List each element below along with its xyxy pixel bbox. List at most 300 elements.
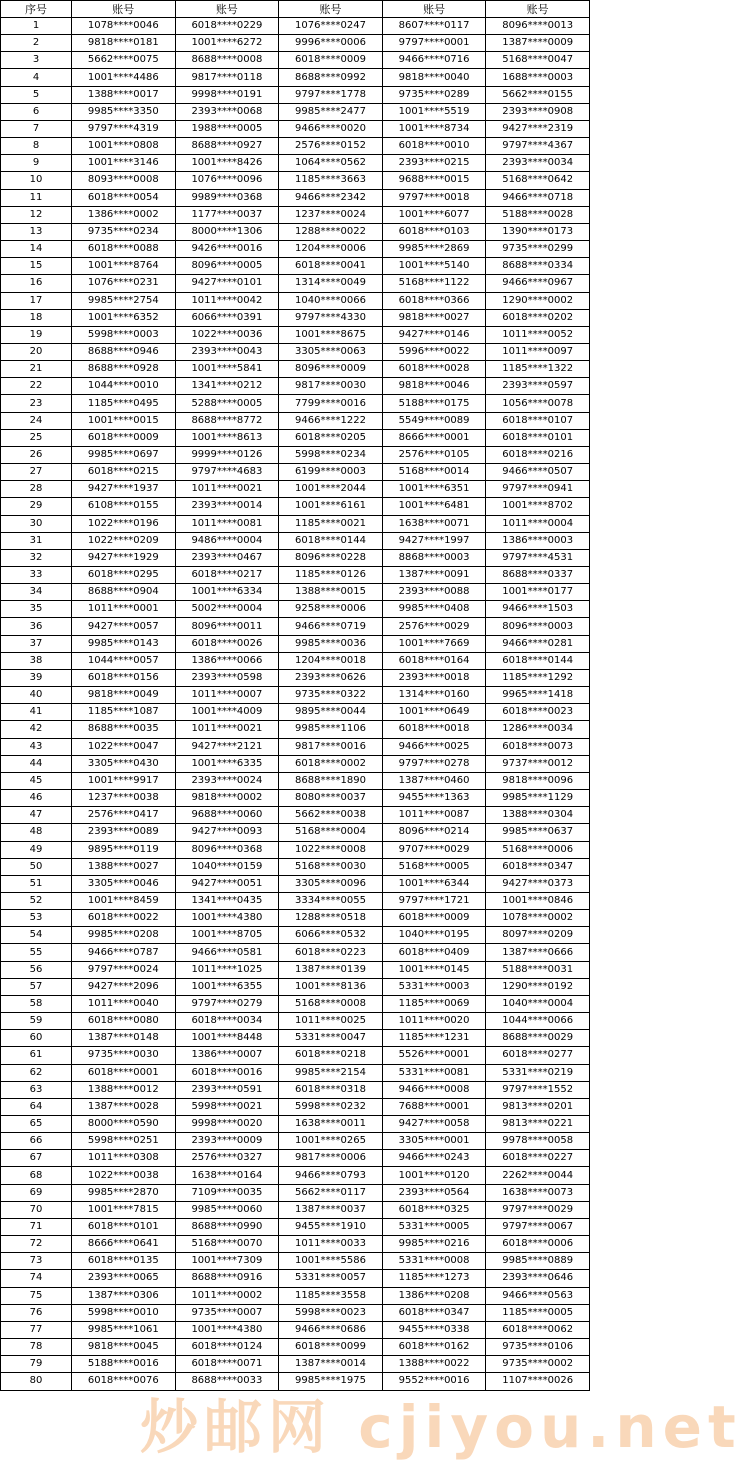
- account-cell: 9989****0368: [175, 189, 279, 206]
- account-cell: 1185****0126: [279, 567, 383, 584]
- account-cell: 8688****0927: [175, 138, 279, 155]
- row-index-cell: 48: [1, 824, 72, 841]
- account-cell: 6018****0223: [279, 944, 383, 961]
- table-row: [1, 326, 590, 343]
- account-cell: 8093****0008: [72, 172, 176, 189]
- row-index-cell: 32: [1, 549, 72, 566]
- row-index-cell: 58: [1, 995, 72, 1012]
- account-cell: 1011****0042: [175, 292, 279, 309]
- account-cell: 2393****0024: [175, 772, 279, 789]
- account-cell: 9797****0067: [486, 1218, 590, 1235]
- account-cell: 1001****7669: [382, 635, 486, 652]
- row-index-cell: 76: [1, 1304, 72, 1321]
- row-index-cell: 59: [1, 1013, 72, 1030]
- account-cell: 1388****0304: [486, 807, 590, 824]
- account-cell: 1001****6334: [175, 584, 279, 601]
- account-cell: 5998****0234: [279, 446, 383, 463]
- table-row: [1, 978, 590, 995]
- account-cell: 6018****0041: [279, 258, 383, 275]
- account-cell: 1001****5586: [279, 1253, 383, 1270]
- row-index-cell: 24: [1, 412, 72, 429]
- account-cell: 6018****0162: [382, 1339, 486, 1356]
- row-index-cell: 66: [1, 1133, 72, 1150]
- account-cell: 6018****0018: [382, 721, 486, 738]
- account-cell: 9817****0030: [279, 378, 383, 395]
- account-cell: 1001****0265: [279, 1133, 383, 1150]
- account-cell: 9466****0686: [279, 1321, 383, 1338]
- row-index-cell: 29: [1, 498, 72, 515]
- table-row: [1, 429, 590, 446]
- account-cell: 9737****0012: [486, 755, 590, 772]
- table-row: [1, 275, 590, 292]
- account-cell: 9817****0118: [175, 69, 279, 86]
- row-index-cell: 7: [1, 120, 72, 137]
- row-index-cell: 35: [1, 601, 72, 618]
- account-cell: 2262****0044: [486, 1167, 590, 1184]
- account-cell: 9688****0015: [382, 172, 486, 189]
- row-index-cell: 78: [1, 1339, 72, 1356]
- account-cell: 1001****7309: [175, 1253, 279, 1270]
- account-cell: 8688****0337: [486, 567, 590, 584]
- account-cell: 8096****0214: [382, 824, 486, 841]
- account-cell: 6018****0218: [279, 1047, 383, 1064]
- account-cell: 1185****1087: [72, 704, 176, 721]
- row-index-cell: 49: [1, 841, 72, 858]
- account-cell: 8688****0916: [175, 1270, 279, 1287]
- account-cell: 1001****6344: [382, 875, 486, 892]
- account-cell: 1001****7815: [72, 1201, 176, 1218]
- account-cell: 6018****0295: [72, 567, 176, 584]
- account-cell: 1387****0139: [279, 961, 383, 978]
- account-cell: 5168****0642: [486, 172, 590, 189]
- account-cell: 5998****0003: [72, 326, 176, 343]
- account-cell: 6066****0391: [175, 309, 279, 326]
- account-cell: 1011****0021: [175, 721, 279, 738]
- table-row: [1, 618, 590, 635]
- row-index-cell: 16: [1, 275, 72, 292]
- account-cell: 1185****1273: [382, 1270, 486, 1287]
- account-cell: 9466****0793: [279, 1167, 383, 1184]
- account-cell: 2393****0089: [72, 824, 176, 841]
- account-cell: 3305****0096: [279, 875, 383, 892]
- account-cell: 1064****0562: [279, 155, 383, 172]
- account-cell: 8000****0590: [72, 1116, 176, 1133]
- account-cell: 9985****2754: [72, 292, 176, 309]
- account-cell: 5662****0038: [279, 807, 383, 824]
- table-row: [1, 1081, 590, 1098]
- account-cell: 1011****0033: [279, 1236, 383, 1253]
- row-index-cell: 21: [1, 361, 72, 378]
- row-index-cell: 13: [1, 223, 72, 240]
- row-index-cell: 74: [1, 1270, 72, 1287]
- account-cell: 1387****0148: [72, 1030, 176, 1047]
- table-row: [1, 481, 590, 498]
- account-cell: 1988****0005: [175, 120, 279, 137]
- account-cell: 2393****0597: [486, 378, 590, 395]
- account-cell: 1011****0004: [486, 515, 590, 532]
- table-row: [1, 755, 590, 772]
- account-cell: 9735****0106: [486, 1339, 590, 1356]
- account-cell: 1001****0177: [486, 584, 590, 601]
- account-cell: 2576****0029: [382, 618, 486, 635]
- row-index-cell: 47: [1, 807, 72, 824]
- account-cell: 9797****4319: [72, 120, 176, 137]
- table-row: [1, 1218, 590, 1235]
- row-index-cell: 39: [1, 669, 72, 686]
- account-cell: 9466****0507: [486, 464, 590, 481]
- header-account: 账号: [279, 1, 383, 18]
- account-cell: 6018****0202: [486, 309, 590, 326]
- table-row: [1, 1116, 590, 1133]
- account-cell: 9552****0016: [382, 1373, 486, 1390]
- account-cell: 2393****0591: [175, 1081, 279, 1098]
- account-cell: 5998****0021: [175, 1098, 279, 1115]
- row-index-cell: 56: [1, 961, 72, 978]
- account-cell: 6018****0023: [486, 704, 590, 721]
- header-account: 账号: [72, 1, 176, 18]
- account-cell: 1044****0066: [486, 1013, 590, 1030]
- account-cell: 9985****0143: [72, 635, 176, 652]
- account-cell: 1076****0231: [72, 275, 176, 292]
- row-index-cell: 11: [1, 189, 72, 206]
- account-cell: 1185****0005: [486, 1304, 590, 1321]
- row-index-cell: 2: [1, 35, 72, 52]
- account-cell: 9427****1997: [382, 532, 486, 549]
- table-row: [1, 1304, 590, 1321]
- account-cell: 7688****0001: [382, 1098, 486, 1115]
- account-cell: 2393****0646: [486, 1270, 590, 1287]
- account-cell: 9797****0018: [382, 189, 486, 206]
- account-cell: 1386****0002: [72, 206, 176, 223]
- account-cell: 8607****0117: [382, 18, 486, 35]
- account-cell: 6018****0124: [175, 1339, 279, 1356]
- account-cell: 5662****0075: [72, 52, 176, 69]
- account-cell: 9797****4683: [175, 464, 279, 481]
- account-cell: 6018****0205: [279, 429, 383, 446]
- account-cell: 1001****0015: [72, 412, 176, 429]
- account-cell: 1185****3558: [279, 1287, 383, 1304]
- row-index-cell: 71: [1, 1218, 72, 1235]
- account-cell: 9427****1929: [72, 549, 176, 566]
- account-cell: 3305****0430: [72, 755, 176, 772]
- account-cell: 3305****0063: [279, 343, 383, 360]
- account-cell: 5002****0004: [175, 601, 279, 618]
- account-cell: 9466****0787: [72, 944, 176, 961]
- account-cell: 6018****0144: [279, 532, 383, 549]
- account-cell: 6018****0229: [175, 18, 279, 35]
- table-row: [1, 464, 590, 481]
- table-row: [1, 412, 590, 429]
- table-row: [1, 961, 590, 978]
- account-cell: 1388****0017: [72, 86, 176, 103]
- table-row: [1, 241, 590, 258]
- account-cell: 9427****0093: [175, 824, 279, 841]
- table-row: [1, 944, 590, 961]
- account-cell: 9818****0002: [175, 790, 279, 807]
- account-cell: 8096****0368: [175, 841, 279, 858]
- account-cell: 6018****0318: [279, 1081, 383, 1098]
- account-cell: 1011****0021: [175, 481, 279, 498]
- account-cell: 1022****0038: [72, 1167, 176, 1184]
- account-cell: 9818****0040: [382, 69, 486, 86]
- account-cell: 1286****0034: [486, 721, 590, 738]
- account-cell: 1001****4380: [175, 910, 279, 927]
- account-cell: 5331****0047: [279, 1030, 383, 1047]
- row-index-cell: 36: [1, 618, 72, 635]
- table-row: [1, 1339, 590, 1356]
- account-cell: 1001****6335: [175, 755, 279, 772]
- account-cell: 3305****0046: [72, 875, 176, 892]
- account-cell: 1638****0071: [382, 515, 486, 532]
- header-row: [1, 1, 590, 18]
- account-cell: 1001****0846: [486, 892, 590, 909]
- account-cell: 1001****8705: [175, 927, 279, 944]
- account-cell: 1076****0096: [175, 172, 279, 189]
- account-cell: 1341****0435: [175, 892, 279, 909]
- account-cell: 3305****0001: [382, 1133, 486, 1150]
- account-cell: 9466****0719: [279, 618, 383, 635]
- table-row: [1, 652, 590, 669]
- account-cell: 6018****0135: [72, 1253, 176, 1270]
- account-cell: 6018****0062: [486, 1321, 590, 1338]
- row-index-cell: 10: [1, 172, 72, 189]
- account-cell: 9797****0278: [382, 755, 486, 772]
- row-index-cell: 43: [1, 738, 72, 755]
- account-cell: 1011****0097: [486, 343, 590, 360]
- table-row: [1, 69, 590, 86]
- account-cell: 1001****2044: [279, 481, 383, 498]
- account-cell: 6018****0080: [72, 1013, 176, 1030]
- table-row: [1, 635, 590, 652]
- row-index-cell: 8: [1, 138, 72, 155]
- account-cell: 1388****0022: [382, 1356, 486, 1373]
- account-cell: 6066****0532: [279, 927, 383, 944]
- account-cell: 9965****1418: [486, 687, 590, 704]
- table-row: [1, 704, 590, 721]
- account-cell: 6018****0099: [279, 1339, 383, 1356]
- account-cell: 1387****0460: [382, 772, 486, 789]
- table-row: [1, 1270, 590, 1287]
- account-cell: 9818****0049: [72, 687, 176, 704]
- row-index-cell: 42: [1, 721, 72, 738]
- account-cell: 1001****6481: [382, 498, 486, 515]
- account-cell: 7109****0035: [175, 1184, 279, 1201]
- account-cell: 9978****0058: [486, 1133, 590, 1150]
- account-cell: 1022****0008: [279, 841, 383, 858]
- account-cell: 6108****0155: [72, 498, 176, 515]
- table-row: [1, 18, 590, 35]
- table-row: [1, 361, 590, 378]
- account-cell: 9466****0718: [486, 189, 590, 206]
- account-cell: 1076****0247: [279, 18, 383, 35]
- row-index-cell: 14: [1, 241, 72, 258]
- row-index-cell: 37: [1, 635, 72, 652]
- account-cell: 2393****0034: [486, 155, 590, 172]
- account-cell: 1001****8136: [279, 978, 383, 995]
- account-cell: 1386****0007: [175, 1047, 279, 1064]
- table-row: [1, 807, 590, 824]
- account-cell: 5188****0028: [486, 206, 590, 223]
- row-index-cell: 80: [1, 1373, 72, 1390]
- row-index-cell: 34: [1, 584, 72, 601]
- table-row: [1, 1201, 590, 1218]
- account-cell: 2576****0152: [279, 138, 383, 155]
- table-row: [1, 86, 590, 103]
- table-row: [1, 858, 590, 875]
- table-row: [1, 841, 590, 858]
- row-index-cell: 33: [1, 567, 72, 584]
- account-cell: 1078****0002: [486, 910, 590, 927]
- account-cell: 9797****0029: [486, 1201, 590, 1218]
- account-cell: 8666****0641: [72, 1236, 176, 1253]
- account-cell: 5998****0251: [72, 1133, 176, 1150]
- account-cell: 9985****1975: [279, 1373, 383, 1390]
- row-index-cell: 63: [1, 1081, 72, 1098]
- table-row: [1, 1013, 590, 1030]
- account-cell: 5549****0089: [382, 412, 486, 429]
- account-cell: 9985****2154: [279, 1064, 383, 1081]
- account-cell: 6018****0217: [175, 567, 279, 584]
- account-cell: 2393****0564: [382, 1184, 486, 1201]
- account-cell: 1386****0066: [175, 652, 279, 669]
- account-cell: 6018****0347: [382, 1304, 486, 1321]
- account-cell: 1237****0024: [279, 206, 383, 223]
- account-cell: 8688****1890: [279, 772, 383, 789]
- watermark: 炒邮网 cjiyou.net: [140, 1393, 742, 1461]
- table-row: [1, 927, 590, 944]
- account-cell: 6018****0103: [382, 223, 486, 240]
- table-row: [1, 206, 590, 223]
- account-cell: 8688****0946: [72, 343, 176, 360]
- account-cell: 9735****0030: [72, 1047, 176, 1064]
- account-cell: 5288****0005: [175, 395, 279, 412]
- account-cell: 8000****1306: [175, 223, 279, 240]
- account-cell: 6018****0022: [72, 910, 176, 927]
- header-account: 账号: [382, 1, 486, 18]
- account-cell: 9486****0004: [175, 532, 279, 549]
- account-cell: 1387****0028: [72, 1098, 176, 1115]
- row-index-cell: 25: [1, 429, 72, 446]
- table-row: [1, 1064, 590, 1081]
- account-cell: 1001****5519: [382, 103, 486, 120]
- account-cell: 5331****0003: [382, 978, 486, 995]
- account-cell: 5331****0008: [382, 1253, 486, 1270]
- account-cell: 9455****0338: [382, 1321, 486, 1338]
- account-cell: 1011****0001: [72, 601, 176, 618]
- row-index-cell: 54: [1, 927, 72, 944]
- account-cell: 6018****0107: [486, 412, 590, 429]
- row-index-cell: 27: [1, 464, 72, 481]
- account-cell: 9735****0007: [175, 1304, 279, 1321]
- account-cell: 9466****0563: [486, 1287, 590, 1304]
- account-cell: 8097****0209: [486, 927, 590, 944]
- account-cell: 8688****0029: [486, 1030, 590, 1047]
- row-index-cell: 40: [1, 687, 72, 704]
- account-cell: 1040****0195: [382, 927, 486, 944]
- account-cell: 9427****0058: [382, 1116, 486, 1133]
- table-row: [1, 223, 590, 240]
- row-index-cell: 51: [1, 875, 72, 892]
- account-cell: 5168****0005: [382, 858, 486, 875]
- account-cell: 9426****0016: [175, 241, 279, 258]
- account-cell: 9797****0279: [175, 995, 279, 1012]
- table-row: [1, 120, 590, 137]
- account-cell: 6018****0009: [279, 52, 383, 69]
- table-row: [1, 1373, 590, 1390]
- account-cell: 1387****0306: [72, 1287, 176, 1304]
- account-cell: 9797****0001: [382, 35, 486, 52]
- row-index-cell: 3: [1, 52, 72, 69]
- table-row: [1, 772, 590, 789]
- account-cell: 6018****0054: [72, 189, 176, 206]
- account-cell: 6018****0073: [486, 738, 590, 755]
- account-cell: 1688****0003: [486, 69, 590, 86]
- account-cell: 1001****3146: [72, 155, 176, 172]
- account-cell: 6018****0144: [486, 652, 590, 669]
- account-cell: 6018****0101: [72, 1218, 176, 1235]
- table-row: [1, 567, 590, 584]
- account-cell: 9817****0006: [279, 1150, 383, 1167]
- account-cell: 5331****0081: [382, 1064, 486, 1081]
- account-cell: 9427****2096: [72, 978, 176, 995]
- account-cell: 9455****1910: [279, 1218, 383, 1235]
- account-cell: 9466****0020: [279, 120, 383, 137]
- account-cell: 9817****0016: [279, 738, 383, 755]
- account-cell: 1001****8459: [72, 892, 176, 909]
- table-row: [1, 669, 590, 686]
- table-row: [1, 601, 590, 618]
- row-index-cell: 44: [1, 755, 72, 772]
- table-row: [1, 790, 590, 807]
- account-cell: 9818****0046: [382, 378, 486, 395]
- account-cell: 5331****0057: [279, 1270, 383, 1287]
- account-cell: 1011****0040: [72, 995, 176, 1012]
- row-index-cell: 18: [1, 309, 72, 326]
- account-cell: 1386****0208: [382, 1287, 486, 1304]
- account-cell: 1001****5841: [175, 361, 279, 378]
- account-cell: 1288****0022: [279, 223, 383, 240]
- account-cell: 9427****2121: [175, 738, 279, 755]
- account-cell: 1001****6161: [279, 498, 383, 515]
- row-index-cell: 38: [1, 652, 72, 669]
- account-cell: 8688****0033: [175, 1373, 279, 1390]
- account-cell: 9985****1106: [279, 721, 383, 738]
- account-cell: 2576****0327: [175, 1150, 279, 1167]
- account-cell: 1001****8448: [175, 1030, 279, 1047]
- account-cell: 9466****0716: [382, 52, 486, 69]
- account-cell: 9797****4531: [486, 549, 590, 566]
- account-cell: 9985****3350: [72, 103, 176, 120]
- account-cell: 2393****0215: [382, 155, 486, 172]
- account-cell: 8096****0003: [486, 618, 590, 635]
- row-index-cell: 69: [1, 1184, 72, 1201]
- account-cell: 8688****0992: [279, 69, 383, 86]
- account-cell: 1386****0003: [486, 532, 590, 549]
- account-cell: 2576****0105: [382, 446, 486, 463]
- account-cell: 1185****0495: [72, 395, 176, 412]
- account-cell: 5188****0031: [486, 961, 590, 978]
- account-cell: 1290****0192: [486, 978, 590, 995]
- row-index-cell: 64: [1, 1098, 72, 1115]
- account-cell: 6018****0026: [175, 635, 279, 652]
- account-cell: 9466****0243: [382, 1150, 486, 1167]
- account-cell: 9996****0006: [279, 35, 383, 52]
- row-index-cell: 50: [1, 858, 72, 875]
- row-index-cell: 72: [1, 1236, 72, 1253]
- account-cell: 2393****0018: [382, 669, 486, 686]
- account-cell: 9985****0208: [72, 927, 176, 944]
- row-index-cell: 17: [1, 292, 72, 309]
